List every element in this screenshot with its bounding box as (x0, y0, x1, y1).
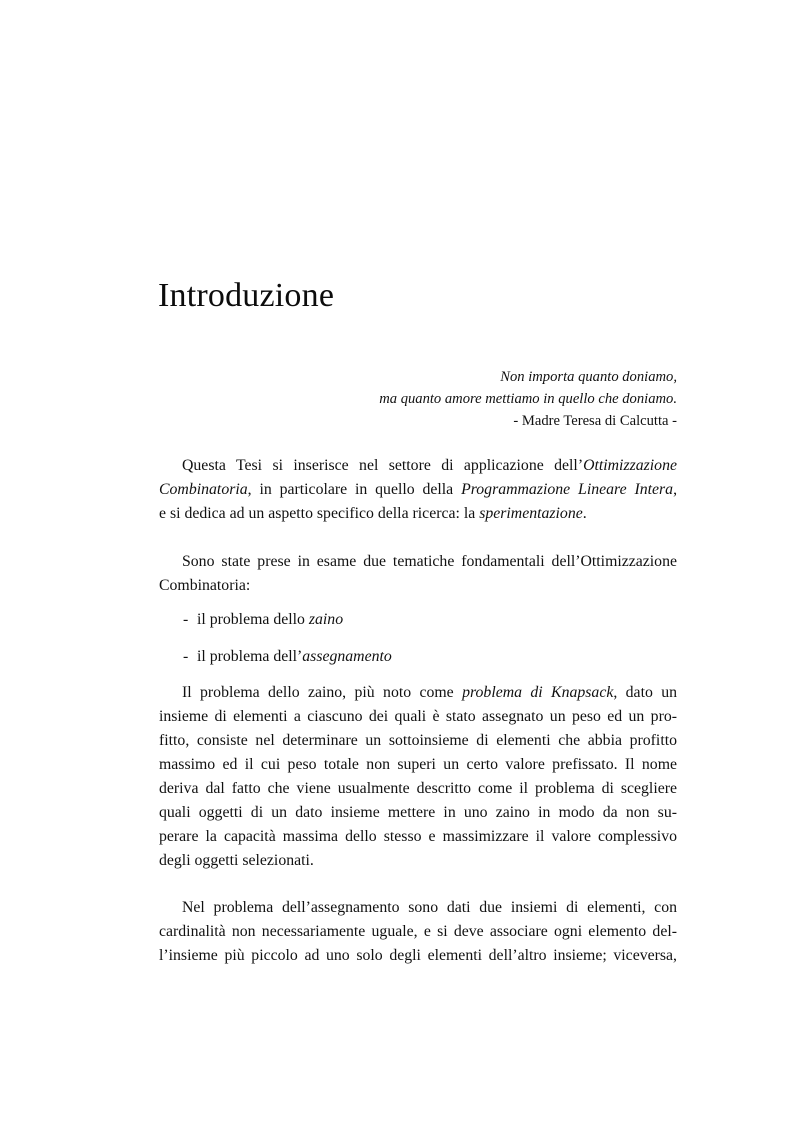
text-span: . (582, 505, 587, 522)
emphasis: assegnamento (302, 648, 392, 665)
paragraph-line: fitto, consiste nel determinare un sottoinsieme di elementi che abbia profitto (159, 732, 677, 749)
topic-list (159, 608, 677, 632)
text-span: Il problema dello zaino, più noto come (182, 684, 463, 701)
topic-list (159, 645, 677, 669)
epigraph-quote-line-1: Non importa quanto doniamo, (500, 369, 677, 385)
list-item (159, 608, 677, 632)
epigraph-quote-line-2: ma quanto amore mettiamo in quello che doniamo. (379, 391, 677, 407)
text-span: e si dedica ad un aspetto specifico della ricerca: la (159, 505, 480, 522)
emphasis: Ottimizzazione (583, 457, 677, 474)
text-span: il problema dello (197, 611, 309, 628)
paragraph-line: massimo ed il cui peso totale non superi un certo valore prefissato. Il nome (159, 756, 677, 773)
paragraph-line (159, 454, 677, 478)
list-item (159, 645, 677, 669)
paragraph-line: insieme di elementi a ciascuno dei quali è stato assegnato un peso ed un pro- (159, 708, 677, 725)
paragraph-line: Nel problema dell’assegnamento sono dati due insiemi di elementi, con (182, 899, 677, 916)
text-span: Questa Tesi si inserisce nel settore di applicazione dell’ (182, 457, 584, 474)
text-span: il problema dell’ (197, 648, 303, 665)
emphasis: problema di Knapsack (462, 684, 614, 701)
emphasis: zaino (308, 611, 344, 628)
paragraph-line: l’insieme più piccolo ad uno solo degli elementi dell’altro insieme; viceversa, (159, 947, 677, 964)
list-dash: - (183, 648, 189, 665)
epigraph-attribution: - Madre Teresa di Calcutta - (513, 413, 677, 429)
paragraph-knapsack (159, 681, 677, 873)
emphasis: Programmazione Lineare Intera (461, 481, 674, 498)
text-span: , in particolare in quello della (247, 481, 462, 498)
paragraph-line: perare la capacità massima dello stesso e massimizzare il valore complessivo (159, 828, 677, 845)
text-span: , (673, 481, 678, 498)
paragraph-line: quali oggetti di un dato insieme mettere in uno zaino in modo da non su- (159, 804, 677, 821)
epigraph (159, 366, 677, 432)
paragraph-line: degli oggetti selezionati. (159, 852, 314, 869)
paragraph-line: deriva dal fatto che viene usualmente descritto come il problema di scegliere (159, 780, 677, 797)
paragraph-assignment (159, 896, 677, 968)
paragraph-line (159, 681, 677, 705)
paragraph-line: cardinalità non necessariamente uguale, e si deve associare ogni elemento del- (159, 923, 677, 940)
paragraph-intro (159, 454, 677, 526)
paragraph-topics (159, 550, 677, 598)
paragraph-line (159, 478, 677, 502)
emphasis: Combinatoria (159, 481, 248, 498)
paragraph-line: Sono state prese in esame due tematiche fondamentali dell’Ottimizzazione (182, 553, 677, 570)
paragraph-line: Combinatoria: (159, 577, 251, 594)
emphasis: sperimentazione (479, 505, 583, 522)
text-span: , dato un (613, 684, 678, 701)
list-dash: - (183, 611, 189, 628)
chapter-title: Introduzione (158, 277, 335, 314)
paragraph-line (159, 502, 677, 526)
